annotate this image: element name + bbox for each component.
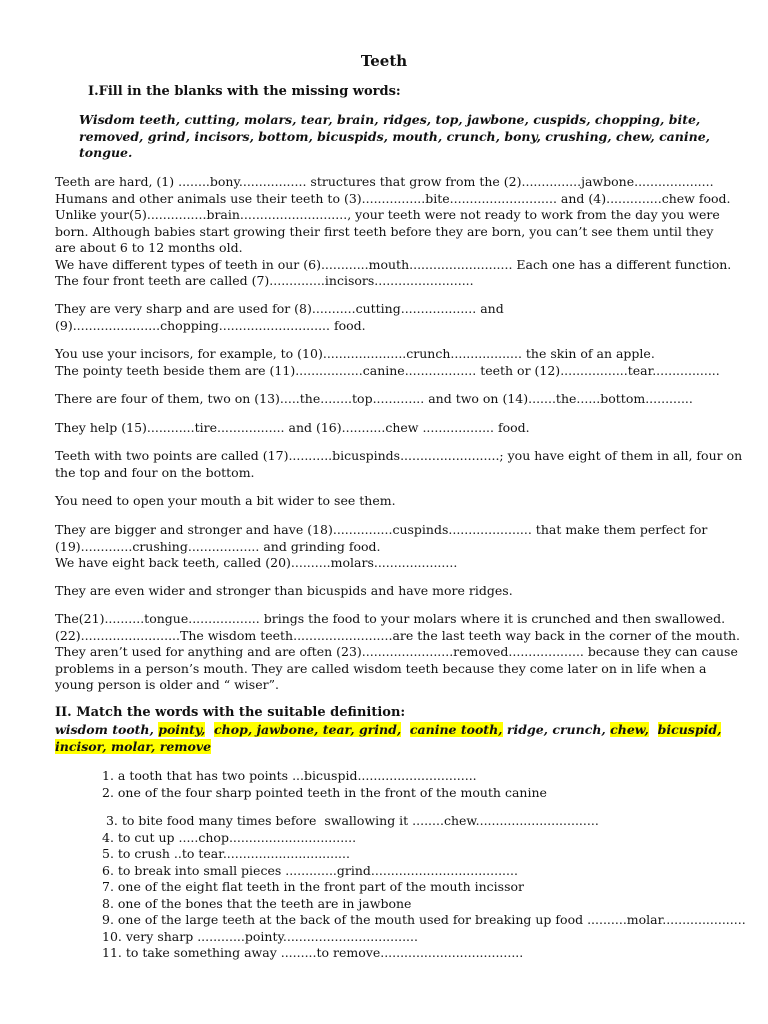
list-item: 1. a tooth that has two points ...bicuspid.............................. [102,768,477,783]
text-line: Teeth are hard, (1) ........bony................. structures that grow from the (2)...............jawbone.................... [55,174,714,189]
word-bank-segment: ridge, crunch, [502,722,611,737]
paragraph [55,448,743,481]
paragraph [55,391,715,408]
text-line: The(21)..........tongue.................. brings the food to your molars where it is crunched and then swallowed. [55,611,726,626]
highlighted-word: canine tooth, [409,722,503,737]
highlighted-word: incisor, molar, remove [55,738,212,754]
paragraph [55,346,720,379]
word-bank-segment: wisdom tooth, [55,722,159,737]
section-1-heading: I.Fill in the blanks with the missing words: [88,84,401,99]
text-line: (22).........................The wisdom teeth.........................are the last teeth way back in the corner of the mouth. [55,627,741,643]
list-item: 9. one of the large teeth at the back of the mouth used for breaking up food ..........molar..................... [102,912,746,927]
definition-list [102,813,746,962]
word-bank-line [55,739,721,756]
paragraph [55,301,715,334]
text-line: There are four of them, two on (13).....the........top............. and two on (14).......the......bottom............ [55,391,693,406]
section-1-word-bank [79,112,710,162]
text-line: young person is older and “ wiser”. [55,677,279,692]
text-line: We have different types of teeth in our (6)............mouth.......................... Each one has a different function. [55,256,732,272]
paragraph [55,611,741,694]
text-line: Humans and other animals use their teeth to (3)................bite........................... and (4)..............chew food. [55,190,731,206]
highlighted-word: chop, jawbone, tear, grind, [214,722,402,737]
text-line: Teeth with two points are called (17)...........bicuspinds.........................; you have eight of them in all, four on [55,448,743,463]
word-bank-segment [649,722,658,737]
highlighted-word: bicuspid, [657,722,722,737]
section-2-heading: II. Match the words with the suitable definition: [55,705,406,720]
word-bank-line: Wisdom teeth, cutting, molars, tear, brain, ridges, top, jawbone, cuspids, chopping, bite, [79,112,701,127]
word-bank-segment [401,722,410,737]
list-item: 3. to bite food many times before swallowing it ........chew............................... [102,813,599,828]
list-item: 7. one of the eight flat teeth in the front part of the mouth incissor [102,879,525,894]
paragraph [55,583,715,600]
text-line: They are bigger and stronger and have (18)...............cuspinds..................... that make them perfect for [55,522,708,537]
list-item: 4. to cut up .....chop................................ [102,829,357,845]
text-line: (19).............crushing.................. and grinding food. [55,538,381,554]
text-line: They aren’t used for anything and are often (23).......................removed................... because they can cause [55,644,738,659]
page-title: Teeth [360,52,408,70]
section-2-word-bank [55,722,721,755]
word-bank-segment [205,722,214,737]
text-line: the top and four on the bottom. [55,464,255,480]
word-bank-line: removed, grind, incisors, bottom, bicuspids, mouth, crunch, bony, crushing, chew, canine, [79,128,711,144]
list-item: 11. to take something away .........to remove.................................... [102,945,524,960]
highlighted-word: pointy, [158,722,206,737]
text-line: They help (15)............tire................. and (16)...........chew .................. food. [55,420,530,435]
paragraph [55,420,715,437]
definition-list [102,768,722,801]
list-item: 10. very sharp ............pointy.................................. [102,928,418,944]
text-line: (9)......................chopping............................ food. [55,317,366,333]
paragraph [55,493,715,510]
text-line: problems in a person’s mouth. They are called wisdom teeth because they come later on in life when a [55,660,707,676]
list-item: 6. to break into small pieces .............grind..................................... [102,862,518,878]
word-bank-line: tongue. [79,145,133,160]
text-line: The four front teeth are called (7)..............incisors......................... [55,273,474,288]
list-item: 5. to crush ..to tear................................ [102,846,350,861]
text-line: We have eight back teeth, called (20)..........molars..................... [55,555,458,570]
list-item: 8. one of the bones that the teeth are in jawbone [102,895,412,911]
paragraph [55,522,715,572]
highlighted-word: chew, [610,722,649,737]
text-line: They are very sharp and are used for (8)...........cutting................... and [55,301,504,316]
text-line: You use your incisors, for example, to (10).....................crunch.................. the skin of an apple. [55,346,655,361]
text-line: They are even wider and stronger than bicuspids and have more ridges. [55,583,513,598]
text-line: The pointy teeth beside them are (11).................canine.................. teeth or (12).................tear................. [55,362,720,378]
text-line: You need to open your mouth a bit wider to see them. [55,493,396,508]
list-item: 2. one of the four sharp pointed teeth in the front of the mouth canine [102,784,547,800]
text-line: are about 6 to 12 months old. [55,240,243,255]
word-bank-line [55,722,721,739]
text-line: born. Although babies start growing their first teeth before they are born, you can’t see them until they [55,223,714,239]
paragraph [55,174,732,290]
text-line: Unlike your(5)...............brain..........................., your teeth were not ready to work from the day you were [55,207,720,222]
